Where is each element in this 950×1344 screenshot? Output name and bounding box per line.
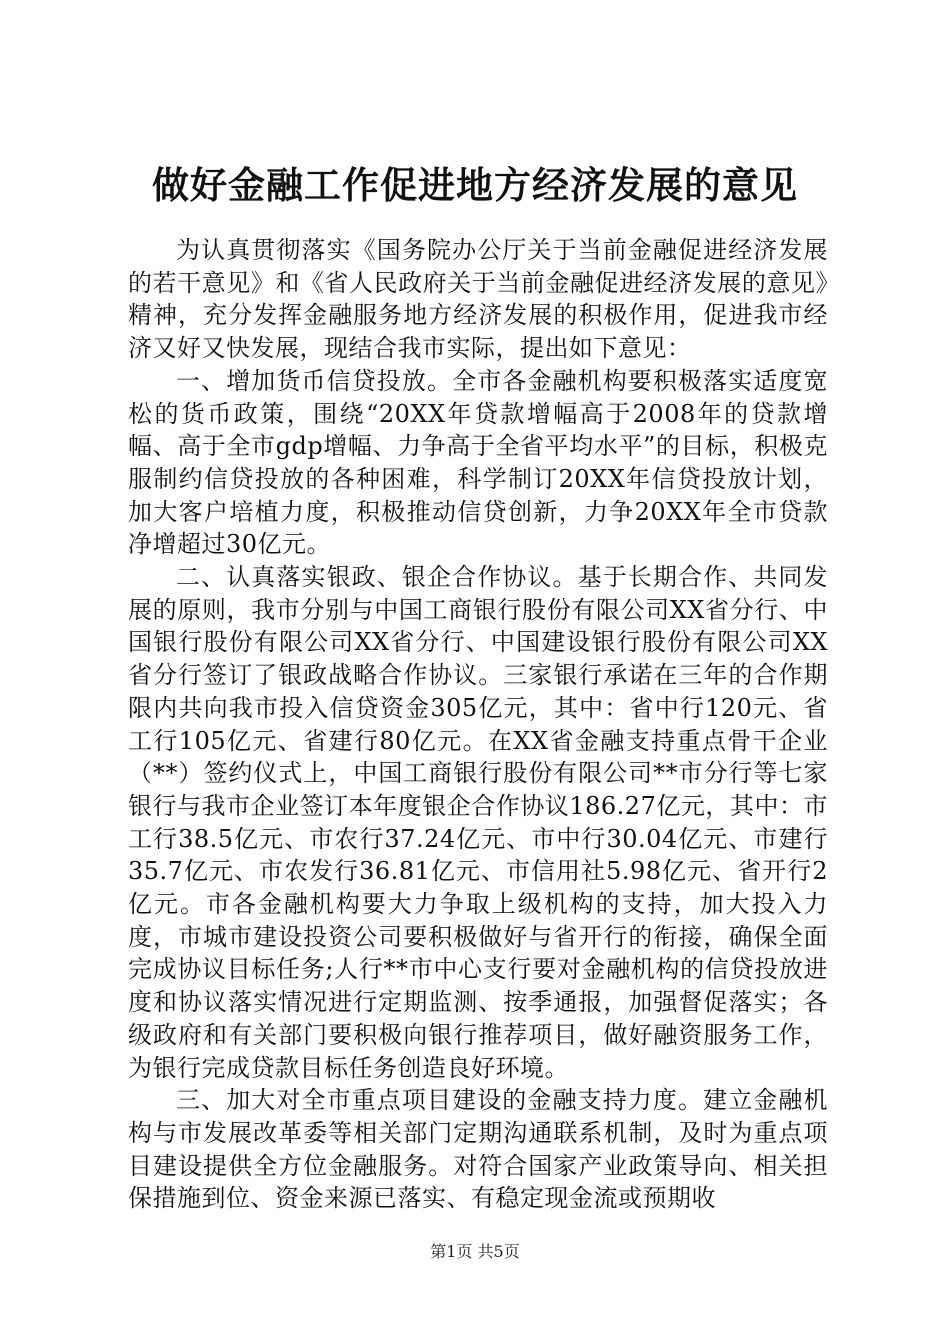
paragraph-section-1: 一、增加货币信贷投放。全市各金融机构要积极落实适度宽松的货币政策，围绕“20XX年贷款增幅高于2008年的贷款增幅、高于全市gdp增幅、力争高于全省平均水平”的目标，积极克服制约信贷投放的各种困难，科学制订20XX年信贷投放计划，加大客户培植力度，积极推动信贷创新，力争20XX年全市贷款净增超过30亿元。 xyxy=(128,366,828,559)
document-body xyxy=(128,234,828,1215)
paragraph-section-2: 二、认真落实银政、银企合作协议。基于长期合作、共同发展的原则，我市分别与中国工商银行股份有限公司XX省分行、中国银行股份有限公司XX省分行、中国建设银行股份有限公司XX省分行签订了银政战略合作协议。三家银行承诺在三年的合作期限内共向我市投入信贷资金305亿元，其中：省中行120元、省工行105亿元、省建行80亿元。在XX省金融支持重点骨干企业（**）签约仪式上，中国工商银行股份有限公司**市分行等七家银行与我市企业签订本年度银企合作协议186.27亿元，其中：市工行38.5亿元、市农行37.24亿元、市中行30.04亿元、市建行35.7亿元、市农发行36.81亿元、市信用社5.98亿元、省开行2亿元。市各金融机构要大力争取上级机构的支持，加大投入力度，市城市建设投资公司要积极做好与省开行的衔接，确保全面完成协议目标任务;人行**市中心支行要对金融机构的信贷投放进度和协议落实情况进行定期监测、按季通报，加强督促落实；各级政府和有关部门要积极向银行推荐项目，做好融资服务工作，为银行完成贷款目标任务创造良好环境。 xyxy=(128,563,828,1082)
document-title: 做好金融工作促进地方经济发展的意见 xyxy=(152,163,798,207)
paragraph-intro: 为认真贯彻落实《国务院办公厅关于当前金融促进经济发展的若干意见》和《省人民政府关于当前金融促进经济发展的意见》精神，充分发挥金融服务地方经济发展的积极作用，促进我市经济又好又快发展，现结合我市实际，提出如下意见： xyxy=(128,236,828,363)
page-number-footer: 第1页 共5页 xyxy=(430,1242,520,1261)
paragraph-section-3: 三、加大对全市重点项目建设的金融支持力度。建立金融机构与市发展改革委等相关部门定期沟通联系机制，及时为重点项目建设提供全方位金融服务。对符合国家产业政策导向、相关担保措施到位、资金来源已落实、有稳定现金流或预期收 xyxy=(128,1086,828,1213)
